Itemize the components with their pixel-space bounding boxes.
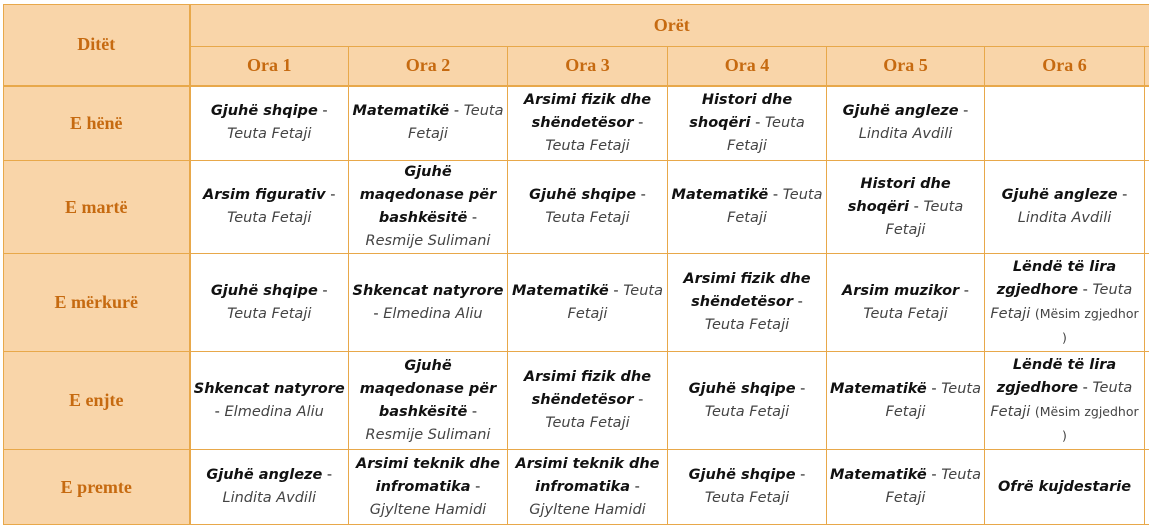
teacher-name: Teuta Fetaji bbox=[545, 415, 629, 431]
teacher-name: Gjyltene Hamidi bbox=[370, 502, 486, 518]
lesson-cell: Arsim muzikor - Teuta Fetaji bbox=[827, 254, 985, 352]
lesson-cell: Arsimi fizik dhe shëndetësor - Teuta Fetaji bbox=[668, 254, 827, 352]
period-header-1: Ora 1 bbox=[190, 47, 349, 86]
subject-name: Gjuhë shqipe bbox=[529, 187, 636, 203]
teacher-name: Teuta Fetaji bbox=[886, 199, 964, 238]
lesson-cell: Gjuhë shqipe - Teuta Fetaji bbox=[190, 254, 349, 352]
subject-name: Ofrë kujdestarie bbox=[998, 479, 1131, 495]
teacher-name: Resmije Sulimani bbox=[366, 427, 491, 443]
subject-name: Matematikë bbox=[672, 187, 769, 203]
teacher-name: Teuta Fetaji bbox=[705, 490, 789, 506]
subject-name: Matematikë bbox=[353, 103, 450, 119]
subject-name: Shkencat natyrore bbox=[353, 283, 504, 299]
period-header-4: Ora 4 bbox=[668, 47, 827, 86]
lesson-cell: Gjuhë maqedonase për bashkësitë - Resmije Sulimani bbox=[349, 352, 508, 450]
table-row bbox=[4, 254, 1149, 352]
lesson-cell: Shkencat natyrore - Elmedina Aliu bbox=[190, 352, 349, 450]
subject-name: Gjuhë shqipe bbox=[211, 103, 318, 119]
subject-name: Arsimi fizik dhe shëndetësor bbox=[524, 369, 651, 408]
lesson-cell: Gjuhë angleze - Lindita Avdili bbox=[827, 86, 985, 161]
lesson-cell: Lëndë të lira zgjedhore - Teuta Fetaji (Mësim zgjedhor ) bbox=[985, 254, 1145, 352]
lesson-cell: Gjuhë angleze - Lindita Avdili bbox=[985, 161, 1145, 254]
subject-name: Arsimi fizik dhe shëndetësor bbox=[524, 92, 651, 131]
table-row bbox=[4, 352, 1149, 450]
lesson-cell: Arsim figurativ - Teuta Fetaji bbox=[190, 161, 349, 254]
schedule-body bbox=[4, 86, 1149, 525]
lesson-cell: Lëndë të lira zgjedhore - Teuta Fetaji (Mësim zgjedhor ) bbox=[985, 352, 1145, 450]
subject-name: Shkencat natyrore bbox=[194, 381, 345, 397]
lesson-cell: Arsimi fizik dhe shëndetësor - Teuta Fetaji bbox=[508, 352, 668, 450]
overflow-cell bbox=[1145, 352, 1149, 450]
overflow-cell bbox=[1145, 450, 1149, 525]
table-row bbox=[4, 86, 1149, 161]
subject-name: Arsim muzikor bbox=[842, 283, 959, 299]
teacher-name: Teuta Fetaji bbox=[408, 103, 503, 142]
teacher-name: Lindita Avdili bbox=[1018, 210, 1112, 226]
subject-name: Arsim figurativ bbox=[203, 187, 326, 203]
subject-name: Matematikë bbox=[512, 283, 609, 299]
subject-name: Arsimi teknik dhe infromatika bbox=[356, 456, 500, 495]
subject-name: Gjuhë angleze bbox=[843, 103, 959, 119]
lesson-cell: Arsimi teknik dhe infromatika - Gjyltene Hamidi bbox=[508, 450, 668, 525]
schedule-table bbox=[3, 4, 1149, 525]
lesson-cell: Gjuhë shqipe - Teuta Fetaji bbox=[508, 161, 668, 254]
teacher-name: Elmedina Aliu bbox=[225, 404, 324, 420]
teacher-name: Teuta Fetaji bbox=[568, 283, 663, 322]
subject-name: Gjuhë shqipe bbox=[689, 467, 796, 483]
header-row-top bbox=[4, 5, 1149, 47]
lesson-note: (Mësim zgjedhor ) bbox=[1035, 404, 1139, 443]
lesson-cell: Matematikë - Teuta Fetaji bbox=[349, 86, 508, 161]
subject-name: Gjuhë maqedonase për bashkësitë bbox=[360, 358, 496, 420]
day-label: E martë bbox=[4, 161, 190, 254]
teacher-name: Teuta Fetaji bbox=[886, 467, 981, 506]
teacher-name: Teuta Fetaji bbox=[886, 381, 981, 420]
lesson-cell: Arsimi fizik dhe shëndetësor - Teuta Fetaji bbox=[508, 86, 668, 161]
day-label: E hënë bbox=[4, 86, 190, 161]
subject-name: Arsimi teknik dhe infromatika bbox=[515, 456, 659, 495]
teacher-name: Resmije Sulimani bbox=[366, 233, 491, 249]
overflow-cell bbox=[1145, 254, 1149, 352]
teacher-name: Teuta Fetaji bbox=[227, 126, 311, 142]
lesson-cell: Shkencat natyrore - Elmedina Aliu bbox=[349, 254, 508, 352]
teacher-name: Teuta Fetaji bbox=[863, 306, 947, 322]
subject-name: Gjuhë angleze bbox=[1002, 187, 1118, 203]
subject-name: Matematikë bbox=[830, 467, 927, 483]
lesson-cell: Histori dhe shoqëri - Teuta Fetaji bbox=[827, 161, 985, 254]
hours-header: Orët bbox=[190, 5, 1149, 47]
teacher-name: Gjyltene Hamidi bbox=[529, 502, 645, 518]
day-label: E enjte bbox=[4, 352, 190, 450]
lesson-cell: Histori dhe shoqëri - Teuta Fetaji bbox=[668, 86, 827, 161]
subject-name: Gjuhë angleze bbox=[206, 467, 322, 483]
teacher-name: Teuta Fetaji bbox=[705, 317, 789, 333]
lesson-cell: Matematikë - Teuta Fetaji bbox=[827, 450, 985, 525]
lesson-cell: Gjuhë maqedonase për bashkësitë - Resmije Sulimani bbox=[349, 161, 508, 254]
subject-name: Histori dhe shoqëri bbox=[689, 92, 792, 131]
days-header: Ditët bbox=[4, 5, 190, 86]
lesson-cell: Matematikë - Teuta Fetaji bbox=[668, 161, 827, 254]
lesson-note: (Mësim zgjedhor ) bbox=[1035, 306, 1139, 345]
table-row bbox=[4, 161, 1149, 254]
teacher-name: Teuta Fetaji bbox=[227, 210, 311, 226]
period-header-6: Ora 6 bbox=[985, 47, 1145, 86]
table-row bbox=[4, 450, 1149, 525]
teacher-name: Teuta Fetaji bbox=[705, 404, 789, 420]
period-header-5: Ora 5 bbox=[827, 47, 985, 86]
subject-name: Gjuhë maqedonase për bashkësitë bbox=[360, 164, 496, 226]
lesson-cell: Matematikë - Teuta Fetaji bbox=[827, 352, 985, 450]
period-header-2: Ora 2 bbox=[349, 47, 508, 86]
day-label: E premte bbox=[4, 450, 190, 525]
lesson-cell: Gjuhë shqipe - Teuta Fetaji bbox=[668, 450, 827, 525]
subject-name: Gjuhë shqipe bbox=[211, 283, 318, 299]
teacher-name: Teuta Fetaji bbox=[990, 282, 1132, 322]
overflow-cell bbox=[1145, 161, 1149, 254]
lesson-cell bbox=[985, 450, 1145, 525]
overflow-cell bbox=[1145, 86, 1149, 161]
teacher-name: Teuta Fetaji bbox=[727, 187, 822, 226]
subject-name: Histori dhe shoqëri bbox=[848, 176, 951, 215]
teacher-name: Elmedina Aliu bbox=[383, 306, 482, 322]
teacher-name: Teuta Fetaji bbox=[990, 380, 1132, 420]
period-header-3: Ora 3 bbox=[508, 47, 668, 86]
teacher-name: Lindita Avdili bbox=[223, 490, 317, 506]
teacher-name: Teuta Fetaji bbox=[545, 138, 629, 154]
subject-name: Lëndë të lira zgjedhore bbox=[997, 357, 1116, 396]
day-label: E mërkurë bbox=[4, 254, 190, 352]
teacher-name: Teuta Fetaji bbox=[227, 306, 311, 322]
teacher-name: Teuta Fetaji bbox=[545, 210, 629, 226]
subject-name: Arsimi fizik dhe shëndetësor bbox=[683, 271, 810, 310]
lesson-cell: Arsimi teknik dhe infromatika - Gjyltene Hamidi bbox=[349, 450, 508, 525]
teacher-name: Lindita Avdili bbox=[859, 126, 953, 142]
period-header-overflow bbox=[1145, 47, 1149, 86]
subject-name: Lëndë të lira zgjedhore bbox=[997, 259, 1116, 298]
subject-name: Gjuhë shqipe bbox=[689, 381, 796, 397]
lesson-cell: Gjuhë shqipe - Teuta Fetaji bbox=[190, 86, 349, 161]
teacher-name: Teuta Fetaji bbox=[727, 115, 805, 154]
subject-name: Matematikë bbox=[830, 381, 927, 397]
lesson-cell: Gjuhë angleze - Lindita Avdili bbox=[190, 450, 349, 525]
lesson-cell-empty bbox=[985, 86, 1145, 161]
lesson-cell: Matematikë - Teuta Fetaji bbox=[508, 254, 668, 352]
lesson-cell: Gjuhë shqipe - Teuta Fetaji bbox=[668, 352, 827, 450]
